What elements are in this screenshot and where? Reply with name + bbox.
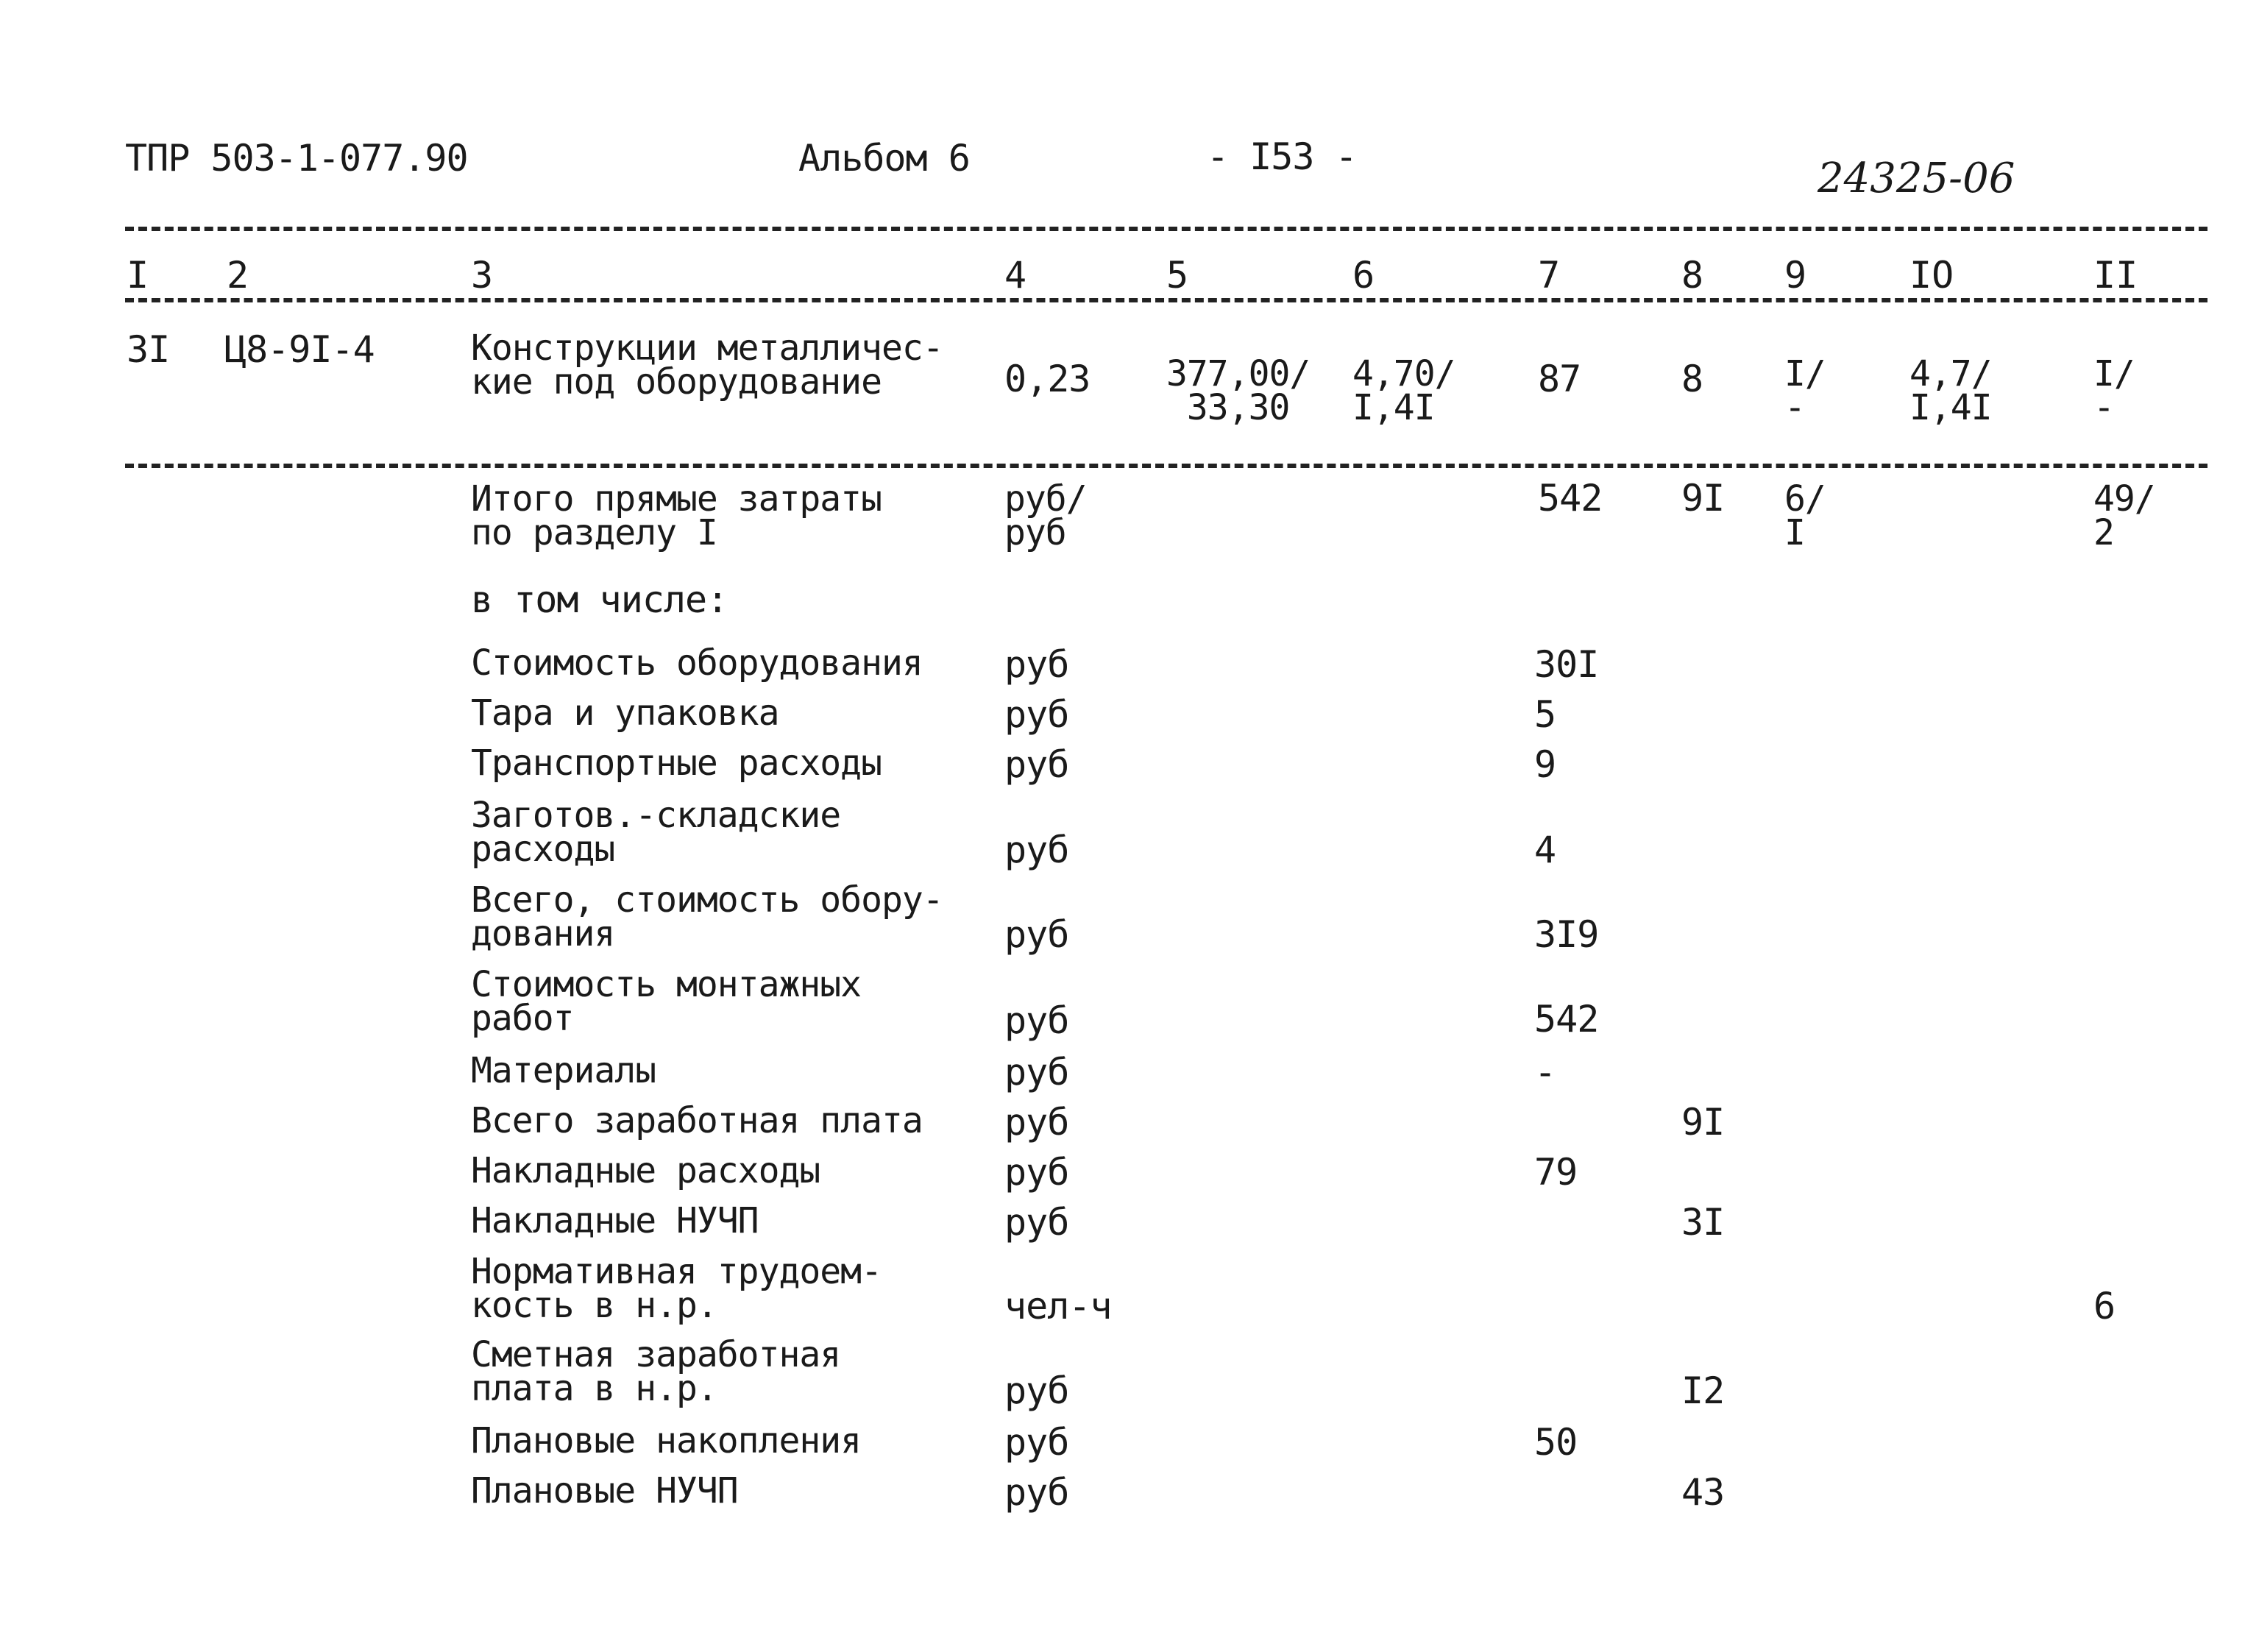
row-col7: 4: [1534, 829, 1556, 871]
row-unit: руб: [1004, 1151, 1069, 1194]
row-col8: 3I: [1681, 1201, 1725, 1244]
row-col8: 9I: [1681, 1101, 1725, 1144]
item-number: 3I: [127, 328, 170, 371]
summary-total: 542: [1538, 477, 1603, 520]
summary-wage: 9I: [1681, 477, 1725, 520]
row-unit: руб: [1004, 1471, 1069, 1514]
row-unit: руб: [1004, 913, 1069, 956]
row-label: Плановые накопления: [471, 1420, 862, 1461]
item-total: 87: [1538, 358, 1581, 400]
item-col10: 4,7/ I,4I: [1909, 353, 1992, 428]
row-unit: руб: [1004, 693, 1069, 736]
row-unit: руб: [1004, 1051, 1069, 1093]
row-label: Стоимость монтажных работ: [471, 964, 862, 1039]
item-unit-price: 377,00/ 33,30: [1166, 353, 1311, 428]
column-number: 3: [471, 254, 494, 297]
row-label: Нормативная трудоем- кость в н.р.: [471, 1251, 882, 1326]
row-col7: 9: [1534, 743, 1556, 786]
row-unit: руб: [1004, 1369, 1069, 1412]
row-col8: 43: [1681, 1471, 1725, 1514]
including-label: в том числе:: [471, 578, 728, 621]
row-col7: -: [1534, 1051, 1556, 1093]
row-unit: чел-ч: [1004, 1285, 1112, 1327]
row-label: Плановые НУЧП: [471, 1470, 738, 1511]
row-unit: руб: [1004, 743, 1069, 786]
divider-columns: [125, 298, 2207, 302]
item-quantity: 0,23: [1004, 358, 1091, 400]
column-number: 2: [227, 254, 249, 297]
item-col11: I/ -: [2093, 353, 2135, 428]
column-number: 4: [1004, 254, 1027, 297]
row-unit: руб: [1004, 1201, 1069, 1244]
inventory-number: 24325-06: [1818, 155, 2015, 202]
item-name: Конструкции металличес- кие под оборудование: [471, 327, 943, 403]
row-col7: 5: [1534, 693, 1556, 736]
summary-col11: 49/ 2: [2093, 478, 2155, 553]
divider-top: [125, 227, 2207, 231]
row-unit: руб: [1004, 999, 1069, 1042]
summary-unit: руб/ руб: [1004, 478, 1087, 553]
row-col8: I2: [1681, 1369, 1725, 1412]
row-label: Материалы: [471, 1050, 656, 1091]
row-label: Транспортные расходы: [471, 742, 882, 784]
row-label: Стоимость оборудования: [471, 642, 923, 684]
divider-item: [125, 464, 2207, 468]
row-label: Сметная заработная плата в н.р.: [471, 1334, 841, 1409]
column-number: 9: [1784, 254, 1807, 297]
page-number: - I53 -: [1207, 135, 1357, 178]
column-number: IO: [1909, 254, 1954, 297]
row-unit: руб: [1004, 1101, 1069, 1144]
column-number: 5: [1166, 254, 1189, 297]
row-label: Заготов.-складские расходы: [471, 795, 841, 870]
column-number: 8: [1681, 254, 1704, 297]
summary-col9: 6/ I: [1784, 478, 1826, 553]
column-number: 7: [1538, 254, 1561, 297]
item-wage-price: 4,70/ I,4I: [1352, 353, 1455, 428]
column-number: II: [2093, 254, 2138, 297]
row-col7: 50: [1534, 1421, 1578, 1464]
row-label: Всего заработная плата: [471, 1100, 923, 1141]
row-col7: 30I: [1534, 643, 1599, 686]
row-col7: 3I9: [1534, 913, 1599, 956]
row-unit: руб: [1004, 1421, 1069, 1464]
item-col9: I/ -: [1784, 353, 1826, 428]
row-unit: руб: [1004, 643, 1069, 686]
item-wage-total: 8: [1681, 358, 1703, 400]
column-number: I: [127, 254, 149, 297]
row-label: Всего, стоимость обору- дования: [471, 879, 943, 954]
album-label: Альбом 6: [798, 137, 970, 180]
row-col11: 6: [2093, 1285, 2116, 1327]
row-col7: 542: [1534, 998, 1599, 1041]
row-col7: 79: [1534, 1151, 1578, 1194]
column-number: 6: [1352, 254, 1375, 297]
row-label: Накладные НУЧП: [471, 1200, 759, 1241]
document-code: ТПР 503-1-077.90: [125, 137, 468, 180]
row-unit: руб: [1004, 829, 1069, 871]
row-label: Тара и упаковка: [471, 692, 779, 734]
row-label: Накладные расходы: [471, 1150, 820, 1191]
summary-title: Итого прямые затраты по разделу I: [471, 478, 882, 553]
item-code: Ц8-9I-4: [224, 328, 375, 371]
